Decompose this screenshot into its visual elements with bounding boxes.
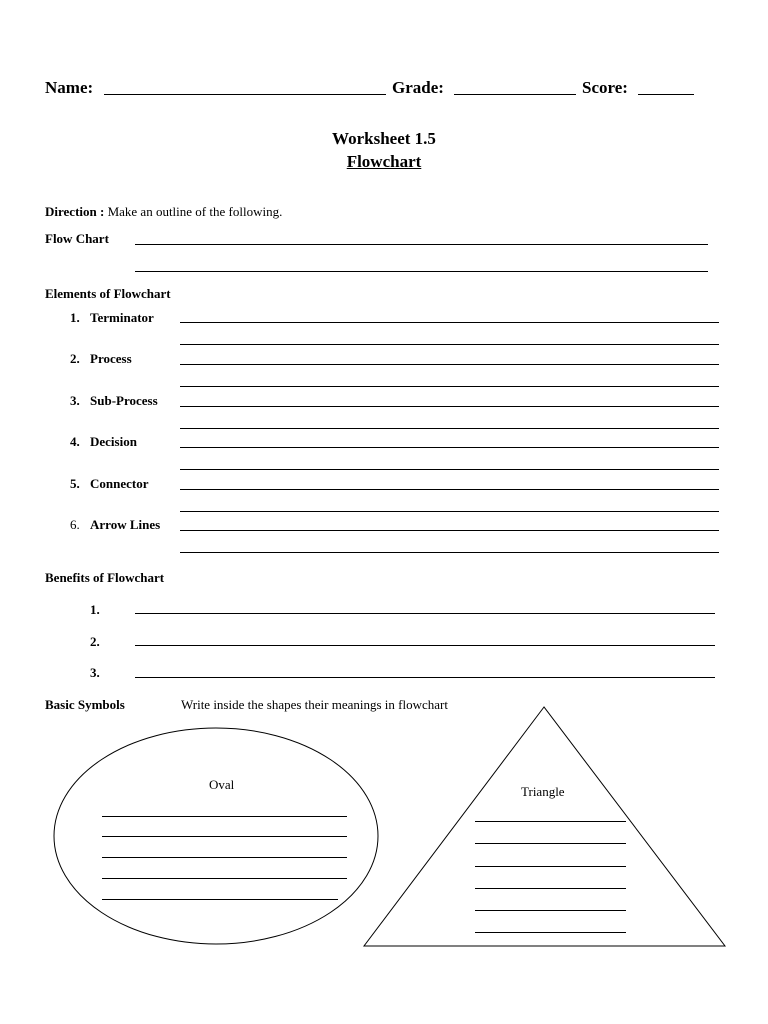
oval-label: Oval <box>209 777 235 792</box>
oval-answer-line[interactable] <box>102 878 347 879</box>
triangle-answer-line[interactable] <box>475 843 626 844</box>
worksheet-title: Worksheet 1.5 <box>332 129 436 148</box>
oval-answer-line[interactable] <box>102 899 338 900</box>
oval-answer-line[interactable] <box>102 816 347 817</box>
worksheet-subtitle: Flowchart <box>346 152 422 171</box>
oval-answer-line[interactable] <box>102 836 347 837</box>
triangle-answer-line[interactable] <box>475 888 626 889</box>
benefit-number-3: 3. <box>90 665 100 680</box>
element-item-arrow-lines: 6. Arrow Lines <box>70 517 161 532</box>
benefit-number-2: 2. <box>90 634 100 649</box>
element-item-terminator: 1. Terminator <box>70 310 154 325</box>
symbols-instruction: Write inside the shapes their meanings in flowchart <box>181 697 448 712</box>
triangle-answer-line[interactable] <box>475 821 626 822</box>
direction-text: Make an outline of the following. <box>107 204 283 219</box>
benefits-heading: Benefits of Flowchart <box>45 570 165 585</box>
score-label: Score: <box>582 78 628 97</box>
triangle-answer-line[interactable] <box>475 910 626 911</box>
grade-label: Grade: <box>392 78 444 97</box>
element-item-decision: 4. Decision <box>70 434 137 449</box>
triangle-answer-line[interactable] <box>475 932 626 933</box>
triangle-answer-line[interactable] <box>475 866 626 867</box>
element-item-process: 2. Process <box>70 351 132 366</box>
direction-label: Direction : <box>45 204 105 219</box>
triangle-label: Triangle <box>521 784 565 799</box>
symbols-heading: Basic Symbols <box>45 697 125 712</box>
oval-answer-line[interactable] <box>102 857 347 858</box>
element-item-connector: 5. Connector <box>70 476 149 491</box>
name-label: Name: <box>45 78 94 97</box>
benefit-number-1: 1. <box>90 602 100 617</box>
flow-chart-label: Flow Chart <box>45 231 109 246</box>
elements-heading: Elements of Flowchart <box>45 286 171 301</box>
element-item-sub-process: 3. Sub-Process <box>70 393 158 408</box>
